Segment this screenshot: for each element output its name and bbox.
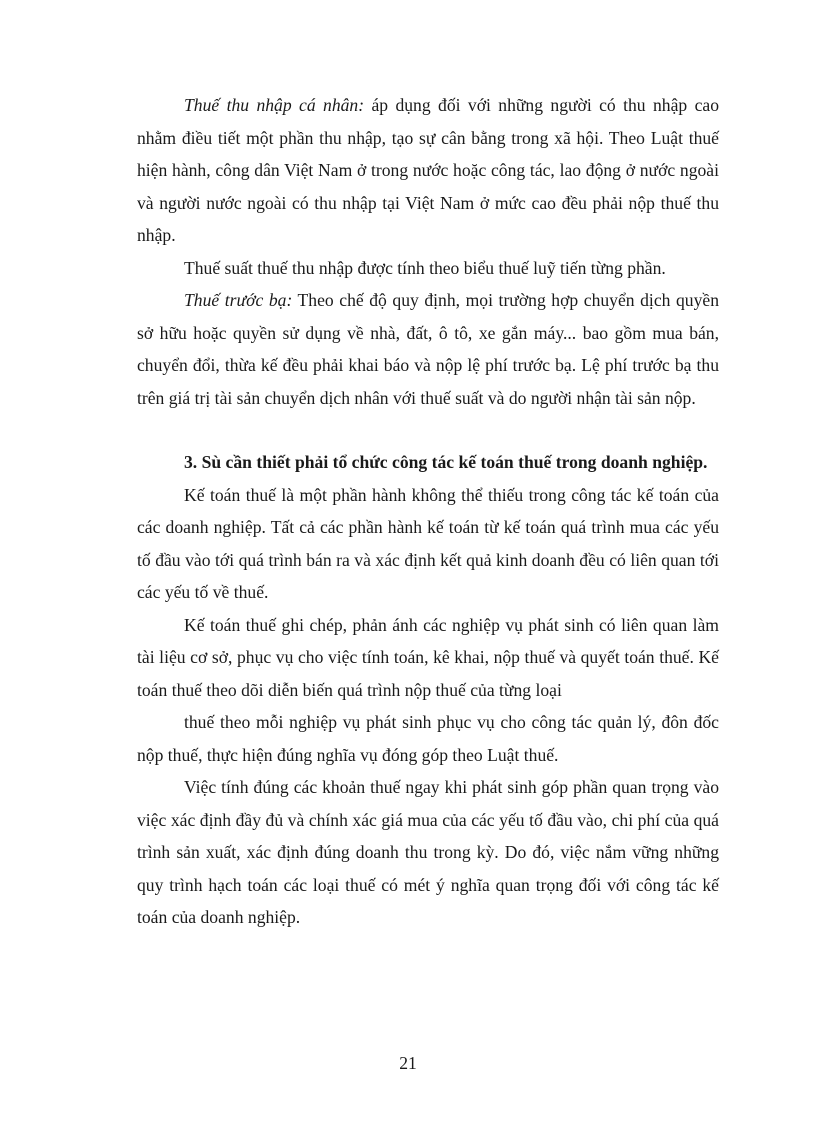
paragraph-tax-rate [137, 252, 719, 285]
section-spacer [137, 414, 719, 446]
paragraph-section-2: Kế toán thuế ghi chép, phản ánh các nghiệp vụ phát sinh có liên quan làm tài liệu cơ sở, phục vụ cho việc tính toán, kê khai, nộp thuế và quyết toán thuế. Kế toán thuế theo dõi diễn biến quá trình nộp thuế của từng loại [137, 614, 719, 700]
paragraph-section-4: Việc tính đúng các khoản thuế ngay khi phát sinh góp phần quan trọng vào việc xác định đầy đủ và chính xác giá mua của các yếu tố đầu vào, chi phí của quá trình sản xuất, xác định đúng doanh thu trong kỳ. Do đó, việc nắm vững những quy trình hạch toán các loại thuế có mét ý nghĩa quan trọng đối với công tác kế toán của doanh nghiệp. [137, 777, 719, 927]
paragraph-section-3: thuế theo mỗi nghiệp vụ phát sinh phục vụ cho công tác quản lý, đôn đốc nộp thuế, thực hiện đúng nghĩa vụ đóng góp theo Luật thuế. [137, 712, 719, 765]
paragraph-text: Theo chế độ quy định, mọi trường hợp chuyển dịch quyền sở hữu hoặc quyền sử dụng về nhà, đất, ô tô, xe gắn máy... bao gồm mua bán, chuyển đổi, thừa kế đều phải khai báo và nộp lệ phí trước bạ. Lệ phí trước bạ thu trên giá trị tài sản chuyển dịch nhân với thuế suất và do người nhận tài sản nộp. [137, 290, 719, 408]
body-text [137, 89, 719, 934]
paragraph-text: Thuế suất thuế thu nhập được tính theo biểu thuế luỹ tiến từng phần. [184, 257, 666, 278]
term-registration-tax: Thuế trước bạ: [184, 290, 293, 310]
paragraph-text: áp dụng đối với những người có thu nhập cao nhằm điều tiết một phần thu nhập, tạo sự cân bằng trong xã hội. Theo Luật thuế hiện hành, công dân Việt Nam ở trong nước hoặc công tác, lao động ở nước ngoài và người nước ngoài có thu nhập tại Việt Nam ở mức cao đều phải nộp thuế thu nhập. [137, 95, 719, 245]
page-number: 21 [399, 1053, 417, 1073]
section-heading: 3. Sù cần thiết phải tổ chức công tác kế toán thuế trong doanh nghiệp. [184, 452, 708, 472]
paragraph-section-1: Kế toán thuế là một phần hành không thể thiếu trong công tác kế toán của các doanh nghiệp. Tất cả các phần hành kế toán từ kế toán quá trình mua các yếu tố đầu vào tới quá trình bán ra và xác định kết quả kinh doanh đều có liên quan tới các yếu tố về thuế. [137, 484, 719, 602]
paragraph-personal-income-tax [137, 89, 719, 252]
term-personal-income-tax: Thuế thu nhập cá nhân: [184, 95, 365, 115]
paragraph-registration-tax [137, 284, 719, 414]
